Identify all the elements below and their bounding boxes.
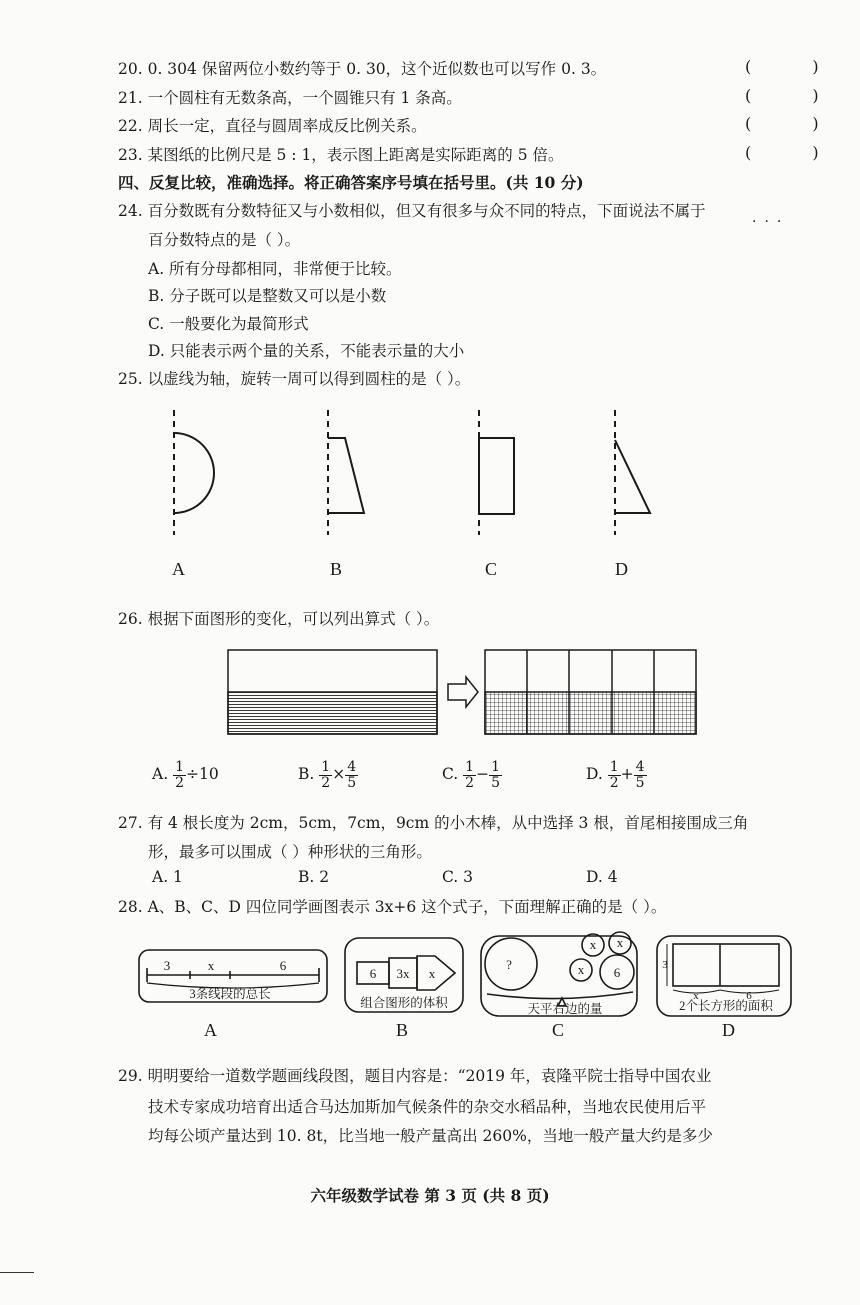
rectangle-shape	[479, 438, 514, 514]
emphasis-dots: ···	[752, 214, 790, 230]
figure-text-fdx: x	[693, 990, 699, 1002]
balance-beam	[487, 992, 633, 999]
answer-paren-22[interactable]: ( )	[745, 114, 847, 133]
question-27-line2: 形，最多可以围成（ ）种形状的三角形。	[148, 843, 432, 861]
figure-text-fac: 3条线段的总长	[189, 987, 271, 1001]
option-26-b[interactable]: B. $\frac{1}{2}$ × $\frac{4}{5}$	[298, 759, 357, 791]
right-arrow-icon	[448, 677, 478, 707]
figure28-label-c[interactable]: C	[552, 1020, 565, 1040]
figure-text-fbx: x	[428, 966, 436, 981]
fraction-diagram	[226, 646, 701, 736]
option-24-c[interactable]: C. 一般要化为最简形式	[148, 315, 309, 333]
figure-text-fcx2: x	[616, 935, 624, 950]
semicircle-shape	[174, 433, 214, 513]
option-24-d[interactable]: D. 只能表示两个量的关系，不能表示量的大小	[148, 342, 465, 360]
option-27-d[interactable]: D. 4	[586, 868, 618, 886]
figure-text-fdc: 2个长方形的面积	[679, 999, 773, 1013]
page-footer: 六年级数学试卷 第 3 页 (共 8 页)	[310, 1186, 550, 1205]
figure-label-b[interactable]: B	[330, 559, 343, 579]
question-24-line2: 百分数特点的是（ ）。	[148, 231, 301, 249]
figure-text-fb3x: 3x	[396, 966, 410, 981]
figure-text-fcc: 天平右边的量	[527, 1002, 603, 1016]
figure-text-fbc: 组合图形的体积	[360, 996, 448, 1010]
answer-paren-21[interactable]: ( )	[745, 86, 847, 105]
figure28-label-d[interactable]: D	[722, 1020, 735, 1040]
grid-shaded	[485, 692, 696, 734]
option-27-b[interactable]: B. 2	[298, 868, 330, 886]
figure-label-a[interactable]: A	[172, 559, 185, 579]
question-21: 21. 一个圆柱有无数条高，一个圆锥只有 1 条高。	[118, 89, 462, 107]
option-24-a[interactable]: A. 所有分母都相同，非常便于比较。	[148, 260, 402, 278]
option-26-d[interactable]: D. $\frac{1}{2}$ + $\frac{4}{5}$	[586, 759, 645, 791]
option-24-b[interactable]: B. 分子既可以是整数又可以是小数	[148, 287, 387, 305]
half-shaded	[228, 692, 437, 734]
question-26: 26. 根据下面图形的变化，可以列出算式（ ）。	[118, 610, 440, 628]
question-25: 25. 以虚线为轴，旋转一周可以得到圆柱的是（ ）。	[118, 370, 471, 388]
figure-label-d[interactable]: D	[615, 559, 628, 579]
option-27-a[interactable]: A. 1	[152, 868, 183, 886]
question-20: 20. 0. 304 保留两位小数约等于 0. 30，这个近似数也可以写作 0. 3。	[118, 60, 607, 78]
question-22: 22. 周长一定，直径与圆周率成反比例关系。	[118, 117, 427, 135]
question-23: 23. 某图纸的比例尺是 5 : 1，表示图上距离是实际距离的 5 倍。	[118, 146, 564, 164]
figure-text-fb6: 6	[369, 966, 377, 981]
figure-text-fd3: 3	[662, 959, 668, 971]
section-heading: 四、反复比较，准确选择。将正确答案序号填在括号里。(共 10 分)	[118, 173, 584, 192]
option-26-c[interactable]: C. $\frac{1}{2}$ − $\frac{1}{5}$	[442, 759, 501, 791]
rotation-figures	[140, 405, 680, 545]
triangle-shape	[615, 440, 650, 513]
question-24-line1: 24. 百分数既有分数特征又与小数相似，但又有很多与众不同的特点，下面说法不属于	[118, 202, 706, 220]
option-27-c[interactable]: C. 3	[442, 868, 474, 886]
question-28: 28. A、B、C、D 四位同学画图表示 3x+6 这个式子，下面理解正确的是（ ）。	[118, 898, 667, 916]
question-27-line1: 27. 有 4 根长度为 2cm，5cm，7cm，9cm 的小木棒，从中选择 3 根，首尾相接围成三角	[118, 814, 749, 832]
question-29-line1: 29. 明明要给一道数学题画线段图，题目内容是：“2019 年，袁隆平院士指导中国农业	[118, 1067, 712, 1085]
figure-text-fc6: 6	[613, 965, 621, 980]
scan-edge-line	[0, 1272, 34, 1273]
figure-text-fd6: 6	[746, 990, 752, 1002]
answer-paren-23[interactable]: ( )	[745, 143, 847, 162]
figure-text-fa6: 6	[279, 958, 287, 973]
question-29-line3: 均每公顷产量达到 10. 8t，比当地一般产量高出 260%，当地一般产量大约是多少	[148, 1127, 713, 1145]
figure28-label-b[interactable]: B	[396, 1020, 409, 1040]
figure-text-fax: x	[207, 958, 215, 973]
figure-text-fcx1: x	[589, 937, 597, 952]
two-rectangles	[673, 944, 779, 986]
question-29-line2: 技术专家成功培育出适合马达加斯加气候条件的杂交水稻品种，当地农民使用后平	[148, 1098, 707, 1116]
figure-text-fcq: ?	[506, 957, 512, 972]
option-26-a[interactable]: A. $\frac{1}{2}$ ÷10	[152, 759, 219, 791]
answer-paren-20[interactable]: ( )	[745, 57, 847, 76]
trapezoid-shape	[328, 438, 364, 513]
expression-figures	[135, 930, 795, 1022]
figure-text-fa3: 3	[163, 958, 171, 973]
figure-label-c[interactable]: C	[485, 559, 498, 579]
figure-text-fcx3: x	[577, 962, 585, 977]
pentagon-x	[417, 956, 455, 990]
figure28-label-a[interactable]: A	[204, 1020, 217, 1040]
